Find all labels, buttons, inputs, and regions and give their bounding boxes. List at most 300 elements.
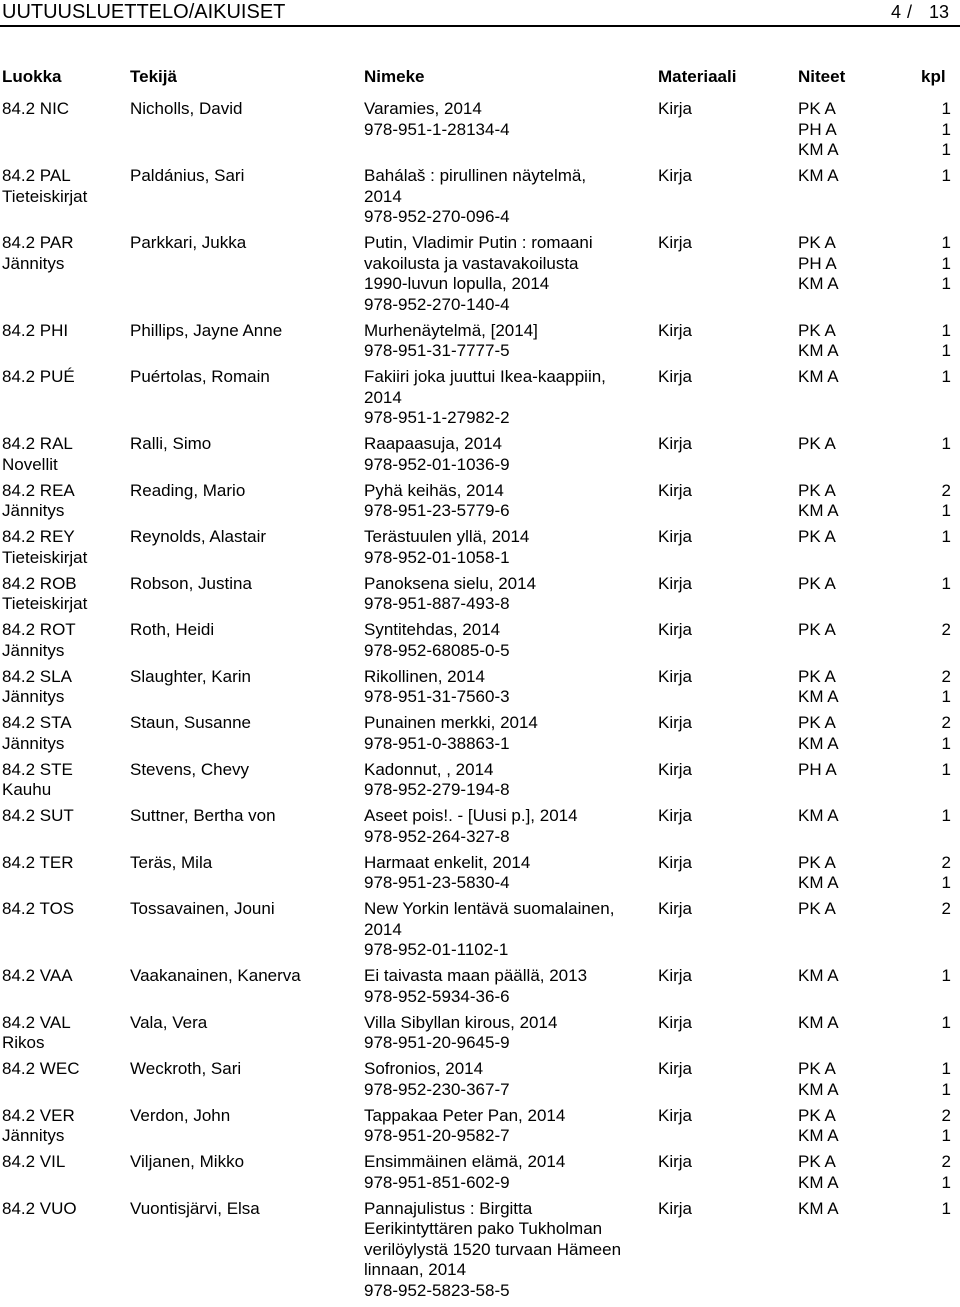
author-cell-text: Verdon, John <box>130 1105 231 1125</box>
material-cell-text: Kirja <box>658 806 693 825</box>
copies-location-cell-line: KM A <box>798 341 839 360</box>
luokka-cell-line: 84.2 TER <box>2 852 74 872</box>
copies-count-cell-line: 1 <box>941 1012 951 1032</box>
luokka-cell <box>2 620 127 661</box>
copies-location-cell <box>798 527 888 548</box>
title-cell <box>364 620 654 661</box>
title-cell-line: Putin, Vladimir Putin : romaani <box>364 233 593 252</box>
copies-count-cell <box>921 527 951 548</box>
copies-count-cell-line: 1 <box>941 759 951 779</box>
luokka-cell-line: 84.2 PAL <box>2 166 71 185</box>
copies-count-cell <box>921 99 951 161</box>
copies-location-cell <box>798 713 888 754</box>
title-cell-line: 978-952-230-367-7 <box>364 1079 510 1099</box>
copies-count-cell-line: 2 <box>941 666 951 686</box>
material-cell-text: Kirja <box>658 1105 693 1125</box>
copies-location-cell-line: PK A <box>798 713 836 732</box>
luokka-cell-line: 84.2 RAL <box>2 434 73 453</box>
copies-location-cell-line: PK A <box>798 233 836 252</box>
author-cell-text: Viljanen, Mikko <box>130 1152 245 1171</box>
copies-location-cell-line: PH A <box>798 253 837 273</box>
title-cell <box>364 760 654 801</box>
copies-location-cell-line: PK A <box>798 99 836 118</box>
copies-location-cell-line: PK A <box>798 1059 836 1078</box>
author-cell <box>130 481 360 502</box>
copies-location-cell-line: PK A <box>798 434 836 453</box>
luokka-cell-line: Jännitys <box>2 1126 65 1145</box>
luokka-cell-line: 84.2 WEC <box>2 1059 80 1078</box>
luokka-cell <box>2 806 127 827</box>
title-cell-line: 978-952-01-1102-1 <box>364 940 509 959</box>
title-cell <box>364 321 654 362</box>
copies-count-cell-line: 1 <box>941 733 951 753</box>
luokka-cell-line: 84.2 VIL <box>2 1152 66 1171</box>
author-cell <box>130 367 360 388</box>
author-cell <box>130 1059 360 1080</box>
material-cell-text: Kirja <box>658 1059 693 1078</box>
copies-location-cell-line: PK A <box>798 573 836 593</box>
author-cell-text: Suttner, Bertha von <box>130 806 276 825</box>
material-cell-text: Kirja <box>658 480 693 500</box>
list-title: UUTUUSLUETTELO/AIKUISET <box>2 1 286 23</box>
copies-count-cell-line: 2 <box>941 1105 951 1125</box>
copies-location-cell-line: KM A <box>798 501 839 520</box>
copies-location-cell-line: KM A <box>798 1198 839 1218</box>
author-cell <box>130 99 360 120</box>
author-cell <box>130 966 360 987</box>
copies-location-cell <box>798 620 888 641</box>
copies-count-cell-line: 2 <box>941 620 951 639</box>
title-cell-line: Pannajulistus : Birgitta <box>364 1198 533 1218</box>
copies-count-cell <box>921 853 951 894</box>
title-cell-line: Tappakaa Peter Pan, 2014 <box>364 1105 566 1125</box>
luokka-cell-line: 84.2 PHI <box>2 320 69 340</box>
copies-count-cell-line: 1 <box>941 274 951 293</box>
title-cell <box>364 233 654 315</box>
author-cell-text: Staun, Susanne <box>130 713 251 732</box>
material-cell <box>658 1059 738 1080</box>
copies-location-cell <box>798 481 888 522</box>
material-cell-text: Kirja <box>658 166 693 185</box>
copies-count-cell <box>921 1013 951 1034</box>
luokka-cell-line: 84.2 ROB <box>2 573 77 593</box>
luokka-cell-line: 84.2 VER <box>2 1105 75 1125</box>
title-cell <box>364 166 654 228</box>
title-cell-line: 978-951-20-9582-7 <box>364 1126 510 1145</box>
author-cell-text: Paldánius, Sari <box>130 166 245 185</box>
author-cell-text: Weckroth, Sari <box>130 1059 242 1078</box>
luokka-cell-line: 84.2 ROT <box>2 620 76 639</box>
author-cell <box>130 620 360 641</box>
author-cell <box>130 321 360 342</box>
copies-location-cell <box>798 1106 888 1147</box>
copies-count-cell <box>921 713 951 754</box>
copies-count-cell-line: 1 <box>941 367 951 386</box>
material-cell-text: Kirja <box>658 320 693 340</box>
copies-location-cell <box>798 321 888 362</box>
material-cell <box>658 574 738 595</box>
material-cell-text: Kirja <box>658 713 693 732</box>
author-cell <box>130 166 360 187</box>
material-cell <box>658 1106 738 1127</box>
catalog-record <box>0 1059 960 1106</box>
copies-count-cell-line: 2 <box>941 1152 951 1171</box>
title-cell-line: 978-951-31-7777-5 <box>364 341 510 360</box>
luokka-cell <box>2 1106 127 1147</box>
copies-count-cell-line: 1 <box>941 1198 951 1218</box>
author-cell-text: Robson, Justina <box>130 573 252 593</box>
title-cell-line: verilöylystä 1520 turvaan Hämeen <box>364 1239 622 1259</box>
title-cell-line: 978-952-01-1036-9 <box>364 454 510 474</box>
material-cell <box>658 899 738 920</box>
luokka-cell <box>2 760 127 801</box>
page-current: 4 <box>890 2 901 22</box>
title-cell <box>364 667 654 708</box>
material-cell-text: Kirja <box>658 573 693 593</box>
title-cell-line: 978-951-1-27982-2 <box>364 408 510 427</box>
material-cell-text: Kirja <box>658 759 693 779</box>
material-cell-text: Kirja <box>658 1152 693 1171</box>
material-cell <box>658 481 738 502</box>
luokka-cell <box>2 166 127 207</box>
luokka-cell-line: Jännitys <box>2 733 65 753</box>
title-cell-line: 1990-luvun lopulla, 2014 <box>364 274 550 293</box>
catalog-record <box>0 806 960 853</box>
copies-location-cell <box>798 1013 888 1034</box>
title-cell <box>364 713 654 754</box>
copies-count-cell-line: 1 <box>941 573 951 593</box>
copies-count-cell-line: 1 <box>941 1079 951 1099</box>
copies-location-cell-line: PK A <box>798 852 836 872</box>
title-cell <box>364 481 654 522</box>
title-cell-line: Varamies, 2014 <box>364 99 482 118</box>
copies-count-cell-line: 1 <box>941 527 951 546</box>
material-cell <box>658 99 738 120</box>
luokka-cell <box>2 1152 127 1173</box>
copies-count-cell-line: 1 <box>941 1059 951 1078</box>
copies-count-cell <box>921 1199 951 1220</box>
luokka-cell-line: Kauhu <box>2 780 52 799</box>
luokka-cell <box>2 321 127 342</box>
author-cell-text: Roth, Heidi <box>130 620 215 639</box>
title-cell-line: 978-952-270-140-4 <box>364 294 510 314</box>
copies-location-cell <box>798 166 888 187</box>
title-cell-line: 978-951-20-9645-9 <box>364 1033 510 1052</box>
title-cell-line: Raapaasuja, 2014 <box>364 434 503 453</box>
copies-count-cell <box>921 481 951 522</box>
material-cell <box>658 1013 738 1034</box>
catalog-record <box>0 620 960 667</box>
author-cell <box>130 233 360 254</box>
copies-count-cell-line: 2 <box>941 852 951 872</box>
title-cell-line: Murhenäytelmä, [2014] <box>364 320 538 340</box>
copies-location-cell-line: KM A <box>798 166 839 185</box>
luokka-cell-line: 84.2 SUT <box>2 806 74 825</box>
copies-location-cell <box>798 367 888 388</box>
material-cell-text: Kirja <box>658 367 693 386</box>
copies-location-cell <box>798 760 888 781</box>
title-cell <box>364 367 654 429</box>
title-cell-line: 978-951-887-493-8 <box>364 594 510 613</box>
copies-location-cell <box>798 966 888 987</box>
page-header <box>2 0 960 24</box>
material-cell <box>658 620 738 641</box>
page-separator: / <box>906 2 912 22</box>
title-cell-line: Terästuulen yllä, 2014 <box>364 527 530 546</box>
luokka-cell <box>2 1059 127 1080</box>
material-cell-text: Kirja <box>658 666 693 686</box>
author-cell <box>130 1199 360 1220</box>
copies-location-cell-line: PK A <box>798 899 836 918</box>
title-cell-line: 2014 <box>364 186 402 206</box>
copies-location-cell-line: KM A <box>798 966 839 985</box>
catalog-record <box>0 527 960 574</box>
title-cell <box>364 574 654 615</box>
luokka-cell-line: 84.2 PUÉ <box>2 367 75 386</box>
copies-count-cell-line: 1 <box>941 253 951 273</box>
luokka-cell <box>2 713 127 754</box>
column-header-row <box>0 66 960 88</box>
title-cell-line: 2014 <box>364 387 402 407</box>
luokka-cell <box>2 853 127 874</box>
material-cell <box>658 853 738 874</box>
material-cell <box>658 434 738 455</box>
title-cell <box>364 434 654 475</box>
catalog-record <box>0 1152 960 1199</box>
catalog-record <box>0 233 960 321</box>
title-cell-line: linnaan, 2014 <box>364 1260 467 1279</box>
author-cell-text: Stevens, Chevy <box>130 759 250 779</box>
copies-location-cell <box>798 853 888 894</box>
copies-location-cell-line: KM A <box>798 140 839 159</box>
copies-location-cell-line: PK A <box>798 1105 836 1125</box>
material-cell <box>658 367 738 388</box>
catalog-record <box>0 667 960 714</box>
luokka-cell <box>2 1199 127 1220</box>
title-cell-line: 978-952-68085-0-5 <box>364 640 510 660</box>
copies-location-cell <box>798 233 888 295</box>
copies-location-cell-line: KM A <box>798 367 839 386</box>
catalog-record <box>0 481 960 528</box>
copies-count-cell-line: 1 <box>941 341 951 360</box>
copies-location-cell-line: PK A <box>798 666 836 686</box>
catalog-record <box>0 574 960 621</box>
author-cell <box>130 527 360 548</box>
material-cell <box>658 166 738 187</box>
copies-count-cell <box>921 321 951 362</box>
author-cell-text: Parkkari, Jukka <box>130 233 247 252</box>
material-cell <box>658 1199 738 1220</box>
copies-count-cell <box>921 233 951 295</box>
copies-location-cell-line: PK A <box>798 620 836 639</box>
copies-count-cell-line: 1 <box>941 806 951 825</box>
title-cell-line: 978-952-01-1058-1 <box>364 547 510 567</box>
luokka-cell-line: Novellit <box>2 454 58 474</box>
title-cell-line: Ensimmäinen elämä, 2014 <box>364 1152 566 1171</box>
header-rule <box>0 25 960 27</box>
title-cell-line: 978-951-0-38863-1 <box>364 733 510 753</box>
copies-count-cell <box>921 966 951 987</box>
luokka-cell-line: Rikos <box>2 1033 45 1052</box>
author-cell-text: Slaughter, Karin <box>130 666 251 686</box>
column-header-materiaali: Materiaali <box>658 67 737 86</box>
luokka-cell <box>2 434 127 475</box>
luokka-cell-line: 84.2 REA <box>2 480 75 500</box>
copies-location-cell-line: KM A <box>798 1126 839 1145</box>
material-cell <box>658 966 738 987</box>
copies-count-cell-line: 2 <box>941 480 951 500</box>
copies-location-cell-line: KM A <box>798 1012 839 1032</box>
luokka-cell-line: 84.2 NIC <box>2 99 70 118</box>
copies-location-cell <box>798 1059 888 1100</box>
title-cell-line: 978-952-5934-36-6 <box>364 986 510 1006</box>
copies-location-cell-line: PH A <box>798 759 837 779</box>
copies-count-cell <box>921 367 951 388</box>
title-cell-line: 978-952-279-194-8 <box>364 780 510 799</box>
title-cell <box>364 806 654 847</box>
copies-count-cell <box>921 434 951 455</box>
luokka-cell <box>2 1013 127 1054</box>
column-header-tekija: Tekijä <box>130 67 177 86</box>
copies-location-cell <box>798 574 888 595</box>
title-cell-line: Punainen merkki, 2014 <box>364 713 538 732</box>
catalog-record <box>0 966 960 1013</box>
author-cell <box>130 806 360 827</box>
author-cell-text: Nicholls, David <box>130 99 243 118</box>
copies-count-cell <box>921 899 951 920</box>
catalog-record <box>0 853 960 900</box>
luokka-cell <box>2 233 127 274</box>
copies-count-cell <box>921 1059 951 1100</box>
luokka-cell-line: 84.2 STE <box>2 759 73 779</box>
catalog-record <box>0 899 960 966</box>
luokka-cell-line: 84.2 PAR <box>2 233 74 252</box>
copies-count-cell-line: 1 <box>941 966 951 985</box>
material-cell-text: Kirja <box>658 852 693 872</box>
copies-count-cell-line: 1 <box>941 687 951 706</box>
copies-count-cell <box>921 667 951 708</box>
luokka-cell-line: 84.2 VAA <box>2 966 73 985</box>
title-cell-line: Sofronios, 2014 <box>364 1059 484 1078</box>
author-cell <box>130 899 360 920</box>
catalog-record <box>0 99 960 166</box>
author-cell-text: Teräs, Mila <box>130 852 213 872</box>
luokka-cell <box>2 667 127 708</box>
luokka-cell <box>2 966 127 987</box>
luokka-cell <box>2 527 127 568</box>
author-cell <box>130 760 360 781</box>
title-cell-line: Syntitehdas, 2014 <box>364 620 501 639</box>
title-cell <box>364 1199 654 1302</box>
luokka-cell-line: Jännitys <box>2 253 65 273</box>
material-cell <box>658 713 738 734</box>
catalog-list <box>0 99 960 1307</box>
material-cell <box>658 233 738 254</box>
copies-location-cell-line: KM A <box>798 806 839 825</box>
title-cell-line: 978-951-851-602-9 <box>364 1172 510 1192</box>
material-cell-text: Kirja <box>658 899 693 918</box>
author-cell-text: Vala, Vera <box>130 1012 208 1032</box>
luokka-cell <box>2 99 127 120</box>
author-cell-text: Reading, Mario <box>130 480 246 500</box>
title-cell-line: 978-951-23-5779-6 <box>364 501 510 520</box>
title-cell-line: 978-951-1-28134-4 <box>364 119 510 139</box>
copies-count-cell-line: 1 <box>941 1126 951 1145</box>
title-cell-line: Ei taivasta maan päällä, 2013 <box>364 966 588 985</box>
material-cell-text: Kirja <box>658 1198 693 1218</box>
title-cell-line: Aseet pois!. - [Uusi p.], 2014 <box>364 806 578 825</box>
luokka-cell-line: 84.2 REY <box>2 527 75 546</box>
catalog-record <box>0 166 960 233</box>
author-cell <box>130 667 360 688</box>
copies-location-cell <box>798 899 888 920</box>
material-cell-text: Kirja <box>658 434 693 453</box>
author-cell <box>130 574 360 595</box>
copies-count-cell-line: 1 <box>941 501 951 520</box>
title-cell <box>364 853 654 894</box>
title-cell <box>364 966 654 1007</box>
material-cell <box>658 667 738 688</box>
copies-location-cell <box>798 434 888 455</box>
material-cell-text: Kirja <box>658 966 693 985</box>
title-cell-line: 978-951-23-5830-4 <box>364 873 510 892</box>
material-cell-text: Kirja <box>658 233 693 252</box>
title-cell-line: Kadonnut, , 2014 <box>364 759 494 779</box>
title-cell <box>364 1059 654 1100</box>
copies-location-cell-line: PK A <box>798 527 836 546</box>
material-cell <box>658 760 738 781</box>
luokka-cell-line: Jännitys <box>2 501 65 520</box>
copies-count-cell <box>921 1152 951 1193</box>
author-cell-text: Tossavainen, Jouni <box>130 899 275 918</box>
material-cell-text: Kirja <box>658 1012 693 1032</box>
luokka-cell <box>2 481 127 522</box>
author-cell-text: Reynolds, Alastair <box>130 527 267 546</box>
author-cell <box>130 434 360 455</box>
page-total: 13 <box>928 2 949 22</box>
catalog-record <box>0 434 960 481</box>
title-cell-line: New Yorkin lentävä suomalainen, <box>364 899 615 918</box>
author-cell <box>130 1013 360 1034</box>
title-cell-line: 978-952-5823-58-5 <box>364 1280 510 1300</box>
copies-location-cell <box>798 667 888 708</box>
catalog-record <box>0 367 960 434</box>
title-cell-line: Fakiiri joka juuttui Ikea-kaappiin, <box>364 367 606 386</box>
title-cell-line: Bahálaš : pirullinen näytelmä, <box>364 166 587 185</box>
copies-location-cell-line: KM A <box>798 1079 839 1099</box>
copies-location-cell-line: KM A <box>798 1172 839 1192</box>
author-cell <box>130 853 360 874</box>
luokka-cell-line: 84.2 SLA <box>2 666 72 686</box>
column-header-kpl: kpl <box>921 67 946 86</box>
copies-count-cell-line: 1 <box>941 233 951 252</box>
title-cell <box>364 99 654 140</box>
copies-location-cell-line: PK A <box>798 1152 836 1171</box>
author-cell-text: Vaakanainen, Kanerva <box>130 966 301 985</box>
luokka-cell <box>2 574 127 615</box>
title-cell-line: Panoksena sielu, 2014 <box>364 573 537 593</box>
author-cell <box>130 1152 360 1173</box>
copies-location-cell-line: PH A <box>798 119 837 139</box>
material-cell <box>658 527 738 548</box>
author-cell-text: Vuontisjärvi, Elsa <box>130 1198 260 1218</box>
title-cell-line: Harmaat enkelit, 2014 <box>364 852 531 872</box>
title-cell <box>364 1106 654 1147</box>
title-cell <box>364 1152 654 1193</box>
copies-count-cell-line: 1 <box>941 166 951 185</box>
copies-count-cell-line: 1 <box>941 140 951 159</box>
luokka-cell-line: Jännitys <box>2 687 65 706</box>
